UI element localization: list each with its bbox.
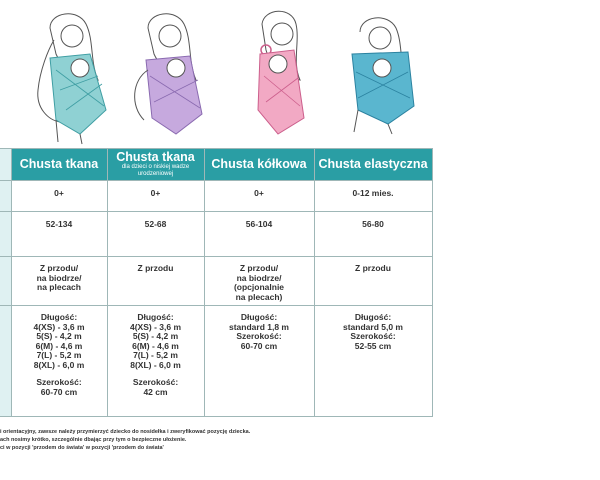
- length-value: 4(XS) - 3,6 m: [33, 321, 85, 332]
- position-cell: [11, 257, 107, 306]
- size-value: 56-80: [362, 219, 384, 229]
- col-header-stretchy-wrap: [314, 149, 432, 181]
- length-value: 6(M) - 4,6 m: [35, 340, 83, 351]
- length-value: 7(L) - 5,2 m: [36, 350, 82, 360]
- position-cell: [314, 257, 432, 306]
- width-label: Szerokość:: [350, 331, 396, 341]
- col-title: Chusta tkana: [19, 157, 99, 171]
- stretchy-wrap-illustration: [352, 18, 414, 134]
- size-cell: [204, 212, 314, 257]
- footnote-line: ach nosimy krótko, szczególnie dbając przy tym o bezpieczne ułożenie.: [0, 437, 187, 443]
- dimensions-cell: [107, 306, 204, 417]
- illustrations: [0, 0, 600, 148]
- dimensions-cell: [314, 306, 432, 417]
- width-value: 52-55 cm: [354, 340, 392, 351]
- length-label: Długość:: [137, 312, 174, 322]
- col-title: Chusta elastyczna: [318, 157, 428, 171]
- age-value: 0+: [54, 188, 64, 198]
- woven-wrap-illustration: [38, 14, 106, 144]
- header-row: [0, 149, 432, 181]
- dimensions-cell: [204, 306, 314, 417]
- length-value: 8(XL) - 6,0 m: [130, 359, 181, 370]
- woven-wrap-short-illustration: [135, 14, 202, 134]
- size-value: 56-104: [245, 219, 273, 229]
- row-stub: [0, 181, 11, 212]
- size-cell: [11, 212, 107, 257]
- position-line: (opcjonalnie: [233, 282, 285, 292]
- size-cell: [314, 212, 432, 257]
- width-label: Szerokość:: [36, 377, 82, 387]
- position-line: na biodrze/: [36, 272, 82, 283]
- dimensions-cell: [11, 306, 107, 417]
- age-cell: [204, 181, 314, 212]
- col-header-woven-wrap-low-weight: [107, 149, 204, 181]
- row-position: [0, 257, 432, 306]
- width-label: Szerokość:: [236, 331, 282, 341]
- col-title: Chusta tkana: [116, 150, 195, 164]
- footnotes: [0, 428, 600, 452]
- position-cell: [204, 257, 314, 306]
- size-cell: [107, 212, 204, 257]
- length-label: Długość:: [40, 312, 78, 322]
- position-cell: [107, 257, 204, 306]
- row-stub: [0, 306, 11, 417]
- length-value: 4(XS) - 3,6 m: [129, 321, 182, 332]
- length-value: standard 1,8 m: [229, 321, 289, 332]
- width-value: 42 cm: [143, 386, 168, 397]
- col-title: Chusta kółkowa: [211, 157, 307, 171]
- position-line: Z przodu: [355, 263, 391, 273]
- header-stub: [0, 149, 11, 181]
- row-size: [0, 212, 432, 257]
- row-stub: [0, 257, 11, 306]
- footnote-line: i orientacyjny, zawsze należy przymierzyć dziecko do nosidełka i zweryfikować pozycję dziecka.: [0, 429, 251, 435]
- age-cell: [11, 181, 107, 212]
- size-value: 52-68: [144, 219, 167, 229]
- row-stub: [0, 212, 11, 257]
- col-header-woven-wrap: [11, 149, 107, 181]
- age-value: 0+: [254, 188, 264, 198]
- comparison-table: [0, 148, 433, 417]
- ring-sling-illustration: [258, 11, 304, 134]
- length-value: 6(M) - 4,6 m: [132, 340, 179, 351]
- length-label: Długość:: [354, 312, 392, 322]
- illustrations-svg: [0, 0, 600, 148]
- size-value: 52-134: [45, 219, 73, 229]
- width-value: 60-70 cm: [240, 340, 278, 351]
- width-value: 60-70 cm: [40, 386, 78, 397]
- position-line: na biodrze/: [236, 272, 282, 283]
- length-value: 5(S) - 4,2 m: [36, 331, 82, 341]
- position-line: Z przodu: [137, 263, 174, 273]
- age-cell: [107, 181, 204, 212]
- col-header-ring-sling: [204, 149, 314, 181]
- position-line: Z przodu/: [239, 263, 279, 273]
- row-dimensions: [0, 306, 432, 417]
- position-line: na plecach: [37, 282, 81, 292]
- age-value: 0+: [150, 188, 161, 198]
- length-value: 8(XL) - 6,0 m: [33, 359, 85, 370]
- row-age: [0, 181, 432, 212]
- length-label: Długość:: [240, 312, 278, 322]
- age-cell: [314, 181, 432, 212]
- position-line: Z przodu/: [39, 263, 79, 273]
- length-value: 5(S) - 4,2 m: [132, 331, 179, 341]
- col-subtitle: dla dzieci o niskiej wadze urodzeniowej: [121, 164, 190, 177]
- length-value: standard 5,0 m: [343, 321, 403, 332]
- footnote-line: ci w pozycji 'przodem do świata' w pozycji 'przodem do świata': [0, 445, 164, 451]
- length-value: 7(L) - 5,2 m: [133, 350, 178, 360]
- width-label: Szerokość:: [132, 377, 179, 387]
- age-value: 0-12 mies.: [352, 188, 394, 198]
- position-line: na plecach): [235, 291, 283, 302]
